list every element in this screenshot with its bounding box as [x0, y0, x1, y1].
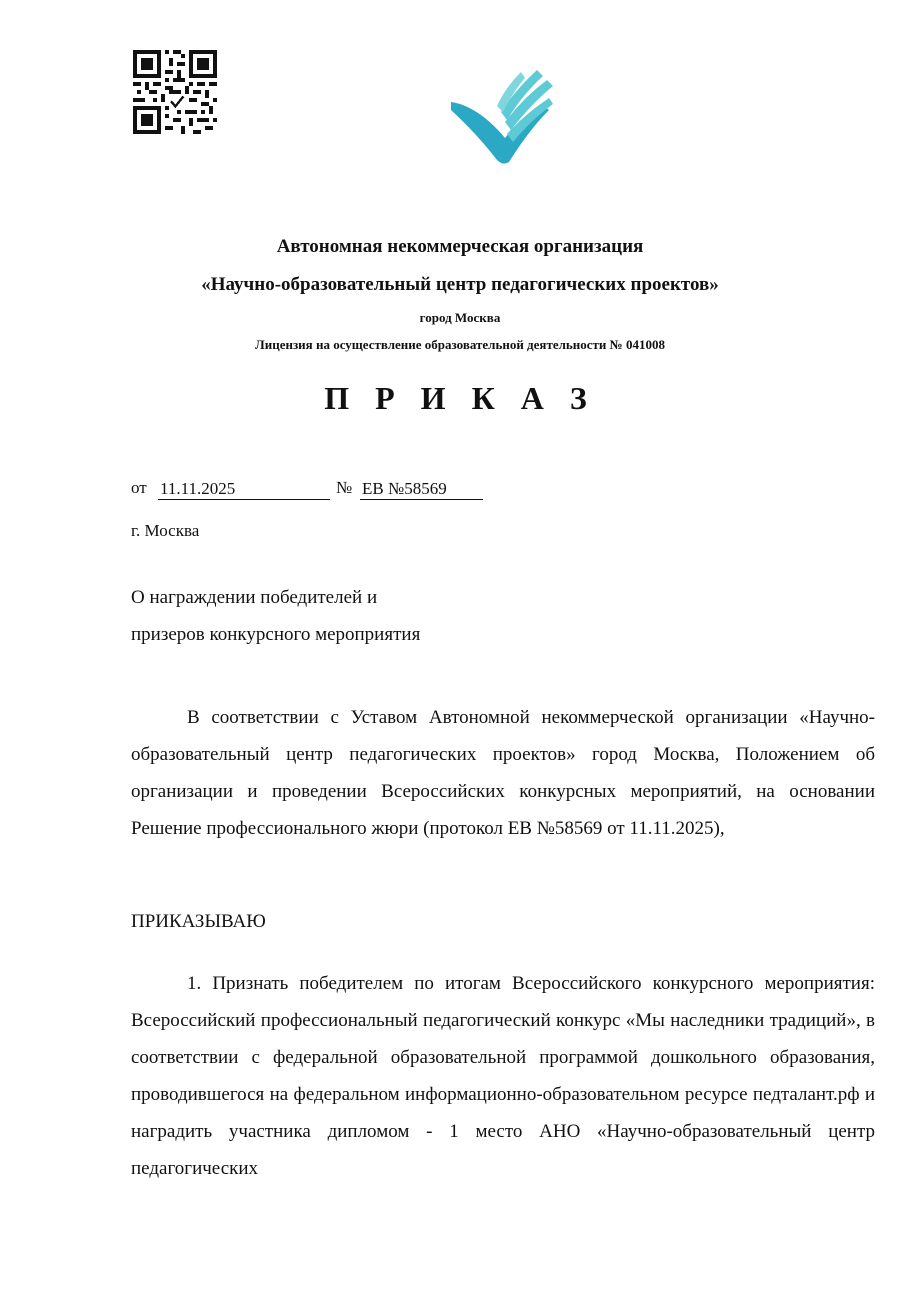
date-value: 11.11.2025 — [158, 478, 330, 500]
hand-checkmark-logo-icon — [445, 64, 561, 166]
number-label: № — [336, 478, 353, 497]
number-value: ЕВ №58569 — [360, 478, 483, 500]
date-label: от — [131, 478, 147, 497]
license-line: Лицензия на осуществление образовательной деятельности № 041008 — [255, 337, 665, 352]
preamble-paragraph: В соответствии с Уставом Автономной некоммерческой организации «Научно-образовательный центр педагогических проектов» город Москва, Положением об организации и проведении Всероссийских конкурсных мероприятий, на основании Решение профессионального жюри (протокол ЕВ №58569 от 11.11.2025), — [131, 707, 875, 839]
document-title: П Р И К А З — [324, 380, 596, 416]
qr-code-icon — [133, 50, 217, 134]
subject-line2: призеров конкурсного мероприятия — [131, 624, 421, 645]
org-name-line2: «Научно-образовательный центр педагогических проектов» — [201, 274, 719, 295]
order-item-1: 1. Признать победителем по итогам Всероссийского конкурсного мероприятия: Всероссийский профессиональный педагогический конкурс «Мы наследники традиций», в соответствии с федеральной образовательной программой дошкольного образования, проводившегося на федеральном информационно-образовательном ресурсе педталант.рф и наградить участника дипломом - 1 место АНО «Научно-образовательный центр педагогических — [131, 973, 875, 1179]
subject-line1: О награждении победителей и — [131, 587, 378, 608]
order-meta — [131, 478, 531, 502]
org-name-line1: Автономная некоммерческая организация — [276, 236, 644, 257]
order-word: ПРИКАЗЫВАЮ — [131, 911, 266, 932]
org-city: город Москва — [419, 310, 501, 325]
place-line: г. Москва — [131, 521, 200, 540]
